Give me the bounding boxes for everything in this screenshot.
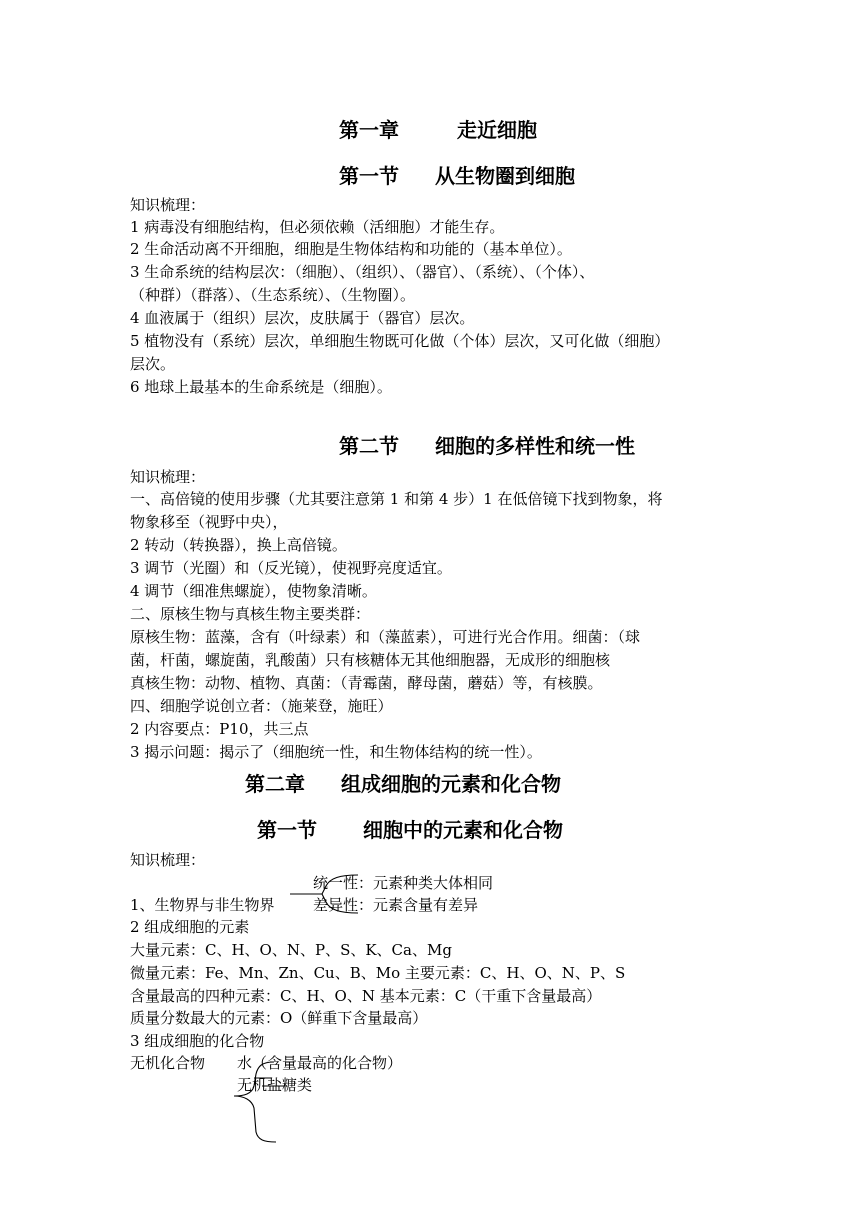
brace-icon [290,872,370,916]
s11-line-2: 2 生命活动离不开细胞，细胞是生物体结构和功能的（基本单位）。 [130,240,572,258]
chapter-1-title: 走近细胞 [457,118,537,142]
salt-text: 无机盐糖类 [237,1076,313,1094]
section-2-1-heading [257,814,563,843]
chapter-2-number: 第二章 [245,772,305,796]
section-1-2-title: 细胞的多样性和统一性 [435,434,635,458]
s12-line-6: 二、原核生物与真核生物主要类群： [130,605,371,623]
section-1-2-heading [339,430,635,459]
s12-line-1: 一、高倍镜的使用步骤（尤其要注意第 1 和第 4 步）1 在低倍镜下找到物象，将 [130,490,663,508]
section-1-1-number: 第一节 [339,164,399,188]
section-2-1-label: 知识梳理： [130,851,206,869]
difference-text: 差异性：元素含量有差异 [313,896,479,914]
compound-brace-icon [214,1056,294,1148]
s12-line-4: 3 调节（光圈）和（反光镜），使视野亮度适宜。 [130,559,452,577]
s11-line-3: 3 生命系统的结构层次：（细胞）、（组织）、（器官）、（系统）、（个体）、 [130,263,595,281]
inorganic-label: 无机化合物 [130,1054,206,1072]
section-1-1-label: 知识梳理： [130,196,206,214]
section-2-1-title: 细胞中的元素和化合物 [363,818,563,842]
s21-line-6: 3 组成细胞的化合物 [130,1032,265,1050]
s12-line-10: 四、细胞学说创立者：（施莱登，施旺） [130,697,393,715]
s12-line-5: 4 调节（细准焦螺旋），使物象清晰。 [130,582,377,600]
unity-text: 统一性：元素种类大体相同 [313,874,494,892]
section-1-2-label: 知识梳理： [130,468,206,486]
section-1-2-number: 第二节 [339,434,399,458]
chapter-2-heading [245,768,561,797]
s12-line-11: 2 内容要点：P10，共三点 [130,720,309,738]
s11-line-8: 6 地球上最基本的生命系统是（细胞）。 [130,378,392,396]
chapter-1-number: 第一章 [339,118,399,142]
s21-line-1: 2 组成细胞的元素 [130,918,250,936]
s21-item-1: 1、生物界与非生物界 [130,896,275,914]
s12-line-12: 3 揭示问题：揭示了（细胞统一性，和生物体结构的统一性）。 [130,743,542,761]
s12-line-9: 真核生物：动物、植物、真菌：（青霉菌，酵母菌，蘑菇）等，有核膜。 [130,674,603,692]
s11-line-7: 层次。 [130,355,176,373]
s21-line-4: 含量最高的四种元素：C、H、O、N 基本元素：C（干重下含量最高） [130,987,602,1005]
s11-line-5: 4 血液属于（组织）层次，皮肤属于（器官）层次。 [130,309,475,327]
s12-line-8: 菌，杆菌，螺旋菌，乳酸菌）只有核糖体无其他细胞器，无成形的细胞核 [130,651,611,669]
s12-line-7: 原核生物：蓝藻，含有（叶绿素）和（藻蓝素），可进行光合作用。细菌：（球 [130,628,641,646]
s11-line-1: 1 病毒没有细胞结构，但必须依赖（活细胞）才能生存。 [130,218,505,236]
chapter-2-title: 组成细胞的元素和化合物 [341,772,561,796]
s21-line-5: 质量分数最大的元素：O（鲜重下含量最高） [130,1009,428,1027]
s11-line-4: （种群）（群落）、（生态系统）、（生物圈）。 [130,286,416,304]
s12-line-3: 2 转动（转换器），换上高倍镜。 [130,536,347,554]
section-2-1-number: 第一节 [257,818,317,842]
section-1-1-heading [339,160,575,189]
water-text: 水（含量最高的化合物） [237,1054,403,1072]
chapter-1-heading [339,114,537,143]
s11-line-6: 5 植物没有（系统）层次，单细胞生物既可化做（个体）层次，又可化做（细胞） [130,332,670,350]
s21-line-2: 大量元素：C、H、O、N、P、S、K、Ca、Mg [130,941,452,959]
s21-line-3: 微量元素：Fe、Mn、Zn、Cu、B、Mo 主要元素：C、H、O、N、P、S [130,964,626,982]
section-1-1-title: 从生物圈到细胞 [435,164,575,188]
s12-line-2: 物象移至（视野中央）， [130,513,288,531]
